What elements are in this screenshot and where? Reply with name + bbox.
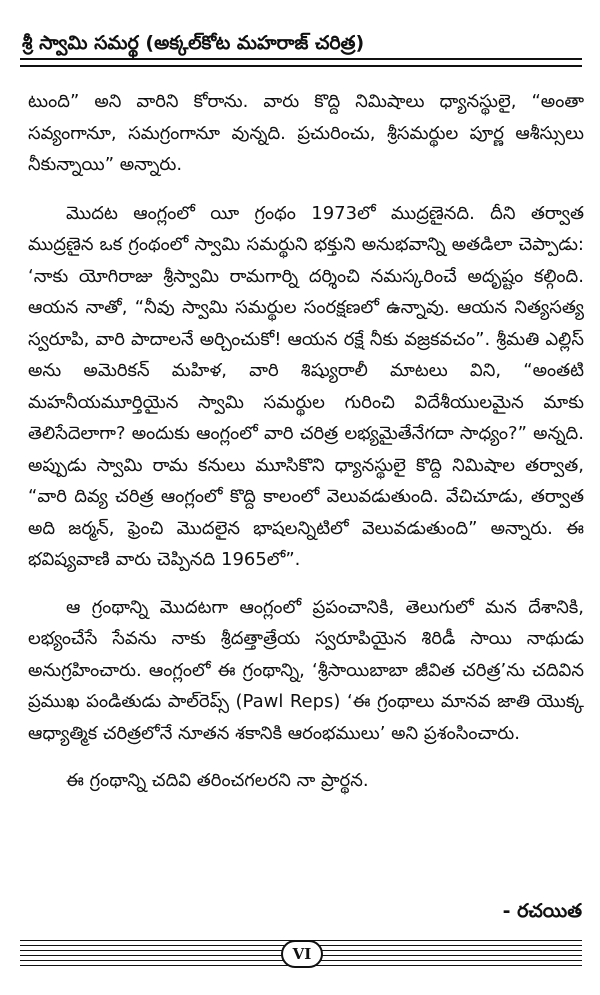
paragraph-1 <box>28 86 584 181</box>
paragraph-3-text: ఆ గ్రంథాన్ని మొదటగా ఆంగ్లంలో ప్రపంచానికి, తెలుగులో మన దేశానికి, లభ్యంచేసే సేవను నాకు శ్రీదత్తాత్రేయ స్వరూపియైన శిరిడీ సాయి నాథుడు అనుగ్రహించారు. ఆంగ్లంలో ఈ గ్రంథాన్ని, ‘శ్రీసాయిబాబా జీవిత చరిత్ర’ను చదివిన ప్రముఖ పండితుడు పాల్‌రెప్స్ (Pawl Reps) ‘ఈ గ్రంథాలు మానవ జాతి యొక్క ఆధ్యాత్మిక చరిత్రలోనే నూతన శకానికి ఆరంభములు’ అని ప్రశంసించారు. <box>28 596 584 744</box>
paragraph-2 <box>28 198 584 576</box>
running-header: శ్రీ స్వామి సమర్థ (అక్కల్‌కోట మహరాజ్ చరిత్ర) <box>22 32 365 54</box>
header-double-rule <box>20 58 582 67</box>
page-body <box>28 86 584 797</box>
paragraph-1-text: టుంది” అని వారిని కోరాను. వారు కొద్ది నిమిషాలు ధ్యానస్థులై, “అంతా సవ్యంగానూ, సమగ్రంగానూ వున్నది. ప్రచురించు, శ్రీసమర్థుల పూర్ణ ఆశీస్సులు నీకున్నాయి” అన్నారు. <box>28 91 584 175</box>
paragraph-2-text: మొదట ఆంగ్లంలో యీ గ్రంథం 1973లో ముద్రణైనది. దీని తర్వాత ముద్రణైన ఒక గ్రంథంలో స్వామి సమర్థుని భక్తుని అనుభవాన్ని అతడిలా చెప్పాడు: ‘నాకు యోగిరాజు శ్రీస్వామి రామగార్ని దర్శించి నమస్కరించే అదృష్టం కల్గింది. ఆయన నాతో, “నీవు స్వామి సమర్థుల సంరక్షణలో ఉన్నావు. ఆయన నిత్యసత్య స్వరూపి, వారి పాదాలనే అర్చించుకో! ఆయన రక్షే నీకు వజ్రకవచం”. శ్రీమతి ఎల్లిస్ అను అమెరికన్ మహిళ, వారి శిష్యురాలీ మాటలు విని, “అంతటి మహనీయమూర్తియైన స్వామి సమర్థుల గురించి విదేశీయులమైన మాకు తెలిసేదెలాగా? అందుకు ఆంగ్లంలో వారి చరిత్ర లభ్యమైతేనేగదా సాధ్యం?” అన్నది. అప్పుడు స్వామి రామ కనులు మూసికొని ధ్యానస్థులై కొద్ది నిమిషాల తర్వాత, “వారి దివ్య చరిత్ర ఆంగ్లంలో కొద్ది కాలంలో వెలువడుతుంది. వేచిచూడు, తర్వాత అది జర్మన్, ఫ్రెంచి మొదలైన భాషలన్నిటిలో వెలువడుతుంది” అన్నారు. ఈ భవిష్యవాణి వారు చెప్పినది 1965లో”. <box>28 202 584 570</box>
paragraph-4 <box>28 765 584 797</box>
page-number: VI <box>281 940 323 968</box>
paragraph-4-text: ఈ గ్రంథాన్ని చదివి తరించగలరని నా ప్రార్థన. <box>66 770 369 791</box>
paragraph-3 <box>28 592 584 750</box>
author-signature: - రచయిత <box>502 900 582 922</box>
